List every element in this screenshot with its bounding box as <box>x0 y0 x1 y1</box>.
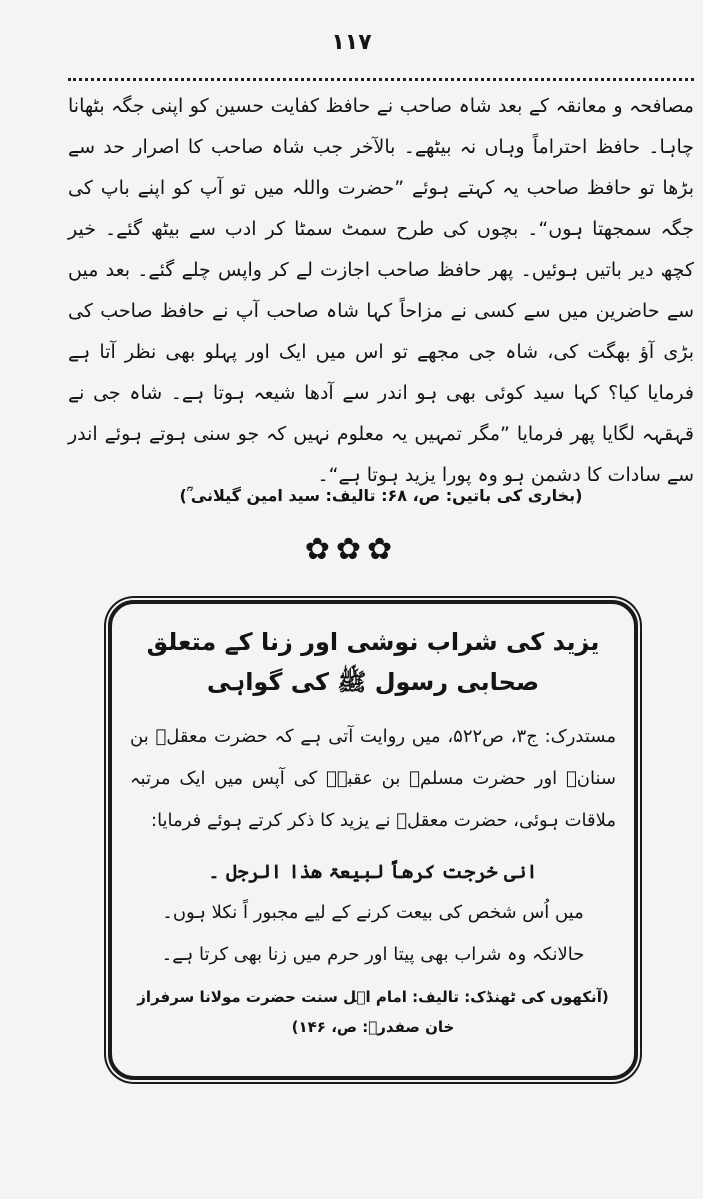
box-paragraph: مستدرک: ج۳، ص۵۲۲، میں روایت آتی ہے کہ حضرت معقلؓ بن سنانؓ اور حضرت مسلمؒ بن عقبہؒ کی آپس میں ایک مرتبہ ملاقات ہوئی، حضرت معقلؓ نے یزید کا ذکر کرتے ہوئے فرمایا: <box>130 726 617 831</box>
page-number: ۱۱۷ <box>331 30 372 55</box>
arabic-quote: انی خرجت کرھاً لبیعۃ ھذا الرجل ۔ <box>208 861 538 883</box>
testimony-box-content <box>130 622 616 1042</box>
testimony-box <box>108 600 638 1080</box>
box-title: یزید کی شراب نوشی اور زنا کے متعلق صحابی رسول ﷺ کی گواہی <box>146 628 600 696</box>
body-text <box>68 86 694 496</box>
translation-line-1: میں اُس شخص کی بیعت کرنے کے لیے مجبور اً نکلا ہوں۔ <box>162 902 584 923</box>
translation-line-2: حالانکہ وہ شراب بھی پیتا اور حرم میں زنا بھی کرتا ہے۔ <box>161 944 585 965</box>
body-paragraph: مصافحہ و معانقہ کے بعد شاہ صاحب نے حافظ کفایت حسین کو اپنی جگہ بٹھانا چاہا۔ حافظ احتراماً وہاں نہ بیٹھے۔ بالآخر جب شاہ صاحب کا اصرار حد سے بڑھا تو حافظ صاحب یہ کہتے ہوئے ”حضرت واللہ میں تو آپ کو اپنے باپ کی جگہ سمجھتا ہوں“۔ بچوں کی طرح سمٹ سمٹا کر ادب سے بیٹھ گئے۔ خیر کچھ دیر باتیں ہوئیں۔ پھر حافظ صاحب اجازت لے کر واپس چلے گئے۔ بعد میں سے حاضرین میں سے کسی نے مزاحاً کہا شاہ صاحب آپ نے حافظ صاحب کی بڑی آؤ بھگت کی، شاہ جی مجھے تو اس میں ایک اور پہلو بھی نظر آتا ہے فرمایا کیا؟ کہا سید کوئی بھی ہو اندر سے آدھا شیعہ ہوتا ہے۔ شاہ جی نے قہقہہ لگایا پھر فرمایا ”مگر تمہیں یہ معلوم نہیں کہ جو سنی ہوتے ہوئے اندر سے سادات کا دشمن ہو وہ پورا یزید ہوتا ہے“۔ <box>68 95 694 486</box>
citation-bukhari: (بخاری کی باتیں: ص، ۶۸: تالیف: سید امین گیلانی ؒ) <box>179 486 583 505</box>
flower-ornament-icon: ✿✿✿ <box>304 532 399 567</box>
header-dotted-rule <box>68 78 694 81</box>
citation-ankhon-ki-thandak: (آنکھوں کی ٹھنڈک: تالیف: امام اہل سنت حضرت مولانا سرفراز خان صفدرؒ: ص، ۱۴۶) <box>137 988 609 1036</box>
